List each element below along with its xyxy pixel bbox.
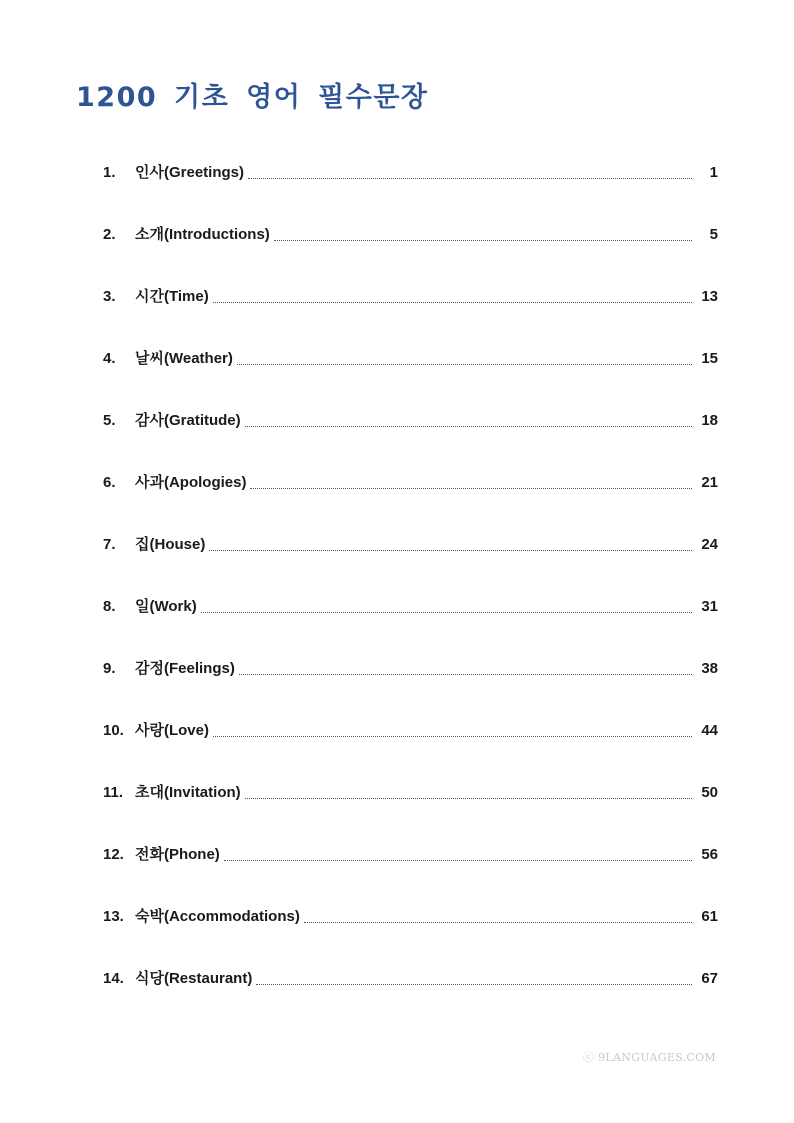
page-title: 1200 기초 영어 필수문장	[76, 82, 429, 113]
toc-dot-leader	[237, 344, 692, 365]
toc-entry-page[interactable]: 38	[701, 660, 718, 677]
toc-entry-page[interactable]: 56	[701, 846, 718, 863]
toc-entry-label[interactable]: 날씨(Weather)	[135, 350, 233, 367]
toc-entry[interactable]	[103, 592, 718, 654]
table-of-contents	[103, 158, 718, 1026]
toc-entry[interactable]	[103, 902, 718, 964]
toc-entry-number: 10.	[103, 722, 124, 739]
toc-entry[interactable]	[103, 344, 718, 406]
toc-entry[interactable]	[103, 406, 718, 468]
toc-entry-label[interactable]: 시간(Time)	[135, 288, 209, 305]
toc-entry[interactable]	[103, 282, 718, 344]
toc-entry-page[interactable]: 15	[701, 350, 718, 367]
toc-entry[interactable]	[103, 840, 718, 902]
toc-entry-label[interactable]: 일(Work)	[135, 598, 197, 615]
toc-entry-page[interactable]: 31	[701, 598, 718, 615]
toc-entry-number: 1.	[103, 164, 116, 181]
toc-dot-leader	[224, 840, 692, 861]
toc-entry-page[interactable]: 67	[701, 970, 718, 987]
toc-entry-number: 8.	[103, 598, 116, 615]
toc-entry-label[interactable]: 감정(Feelings)	[135, 660, 235, 677]
toc-dot-leader	[248, 158, 692, 179]
toc-entry-page[interactable]: 61	[701, 908, 718, 925]
toc-dot-leader	[213, 716, 692, 737]
toc-entry-number: 9.	[103, 660, 116, 677]
toc-entry-number: 11.	[103, 784, 124, 801]
toc-entry[interactable]	[103, 964, 718, 1026]
toc-entry-number: 12.	[103, 846, 124, 863]
toc-entry-number: 6.	[103, 474, 116, 491]
toc-entry-number: 4.	[103, 350, 116, 367]
toc-entry-number: 3.	[103, 288, 116, 305]
toc-entry-page[interactable]: 13	[701, 288, 718, 305]
toc-entry[interactable]	[103, 778, 718, 840]
toc-entry-label[interactable]: 사과(Apologies)	[135, 474, 247, 491]
toc-entry-page[interactable]: 44	[701, 722, 718, 739]
toc-dot-leader	[201, 592, 692, 613]
toc-entry-label[interactable]: 초대(Invitation)	[135, 784, 241, 801]
toc-entry-number: 7.	[103, 536, 116, 553]
toc-entry[interactable]	[103, 468, 718, 530]
toc-entry-page[interactable]: 1	[709, 164, 718, 181]
toc-entry-label[interactable]: 숙박(Accommodations)	[135, 908, 300, 925]
toc-entry-label[interactable]: 소개(Introductions)	[135, 226, 270, 243]
toc-dot-leader	[245, 406, 692, 427]
toc-entry[interactable]	[103, 220, 718, 282]
toc-dot-leader	[213, 282, 692, 303]
toc-entry-label[interactable]: 사랑(Love)	[135, 722, 209, 739]
toc-entry-number: 5.	[103, 412, 116, 429]
toc-entry-label[interactable]: 인사(Greetings)	[135, 164, 244, 181]
toc-dot-leader	[245, 778, 692, 799]
toc-entry[interactable]	[103, 654, 718, 716]
toc-dot-leader	[250, 468, 692, 489]
toc-entry-page[interactable]: 21	[701, 474, 718, 491]
toc-entry-page[interactable]: 50	[701, 784, 718, 801]
toc-entry[interactable]	[103, 158, 718, 220]
toc-entry-page[interactable]: 5	[709, 226, 718, 243]
toc-entry-label[interactable]: 감사(Gratitude)	[135, 412, 241, 429]
toc-entry-number: 2.	[103, 226, 116, 243]
toc-entry-label[interactable]: 집(House)	[135, 536, 206, 553]
toc-dot-leader	[209, 530, 692, 551]
toc-entry-page[interactable]: 24	[701, 536, 718, 553]
copyright-watermark: ⓒ 9LANGUAGES.COM	[583, 1051, 716, 1064]
toc-dot-leader	[304, 902, 692, 923]
toc-entry-number: 14.	[103, 970, 124, 987]
toc-entry-number: 13.	[103, 908, 124, 925]
toc-entry-page[interactable]: 18	[701, 412, 718, 429]
toc-dot-leader	[274, 220, 692, 241]
toc-entry-label[interactable]: 식당(Restaurant)	[135, 970, 253, 987]
toc-entry-label[interactable]: 전화(Phone)	[135, 846, 220, 863]
toc-entry[interactable]	[103, 716, 718, 778]
toc-dot-leader	[256, 964, 692, 985]
toc-entry[interactable]	[103, 530, 718, 592]
toc-dot-leader	[239, 654, 692, 675]
